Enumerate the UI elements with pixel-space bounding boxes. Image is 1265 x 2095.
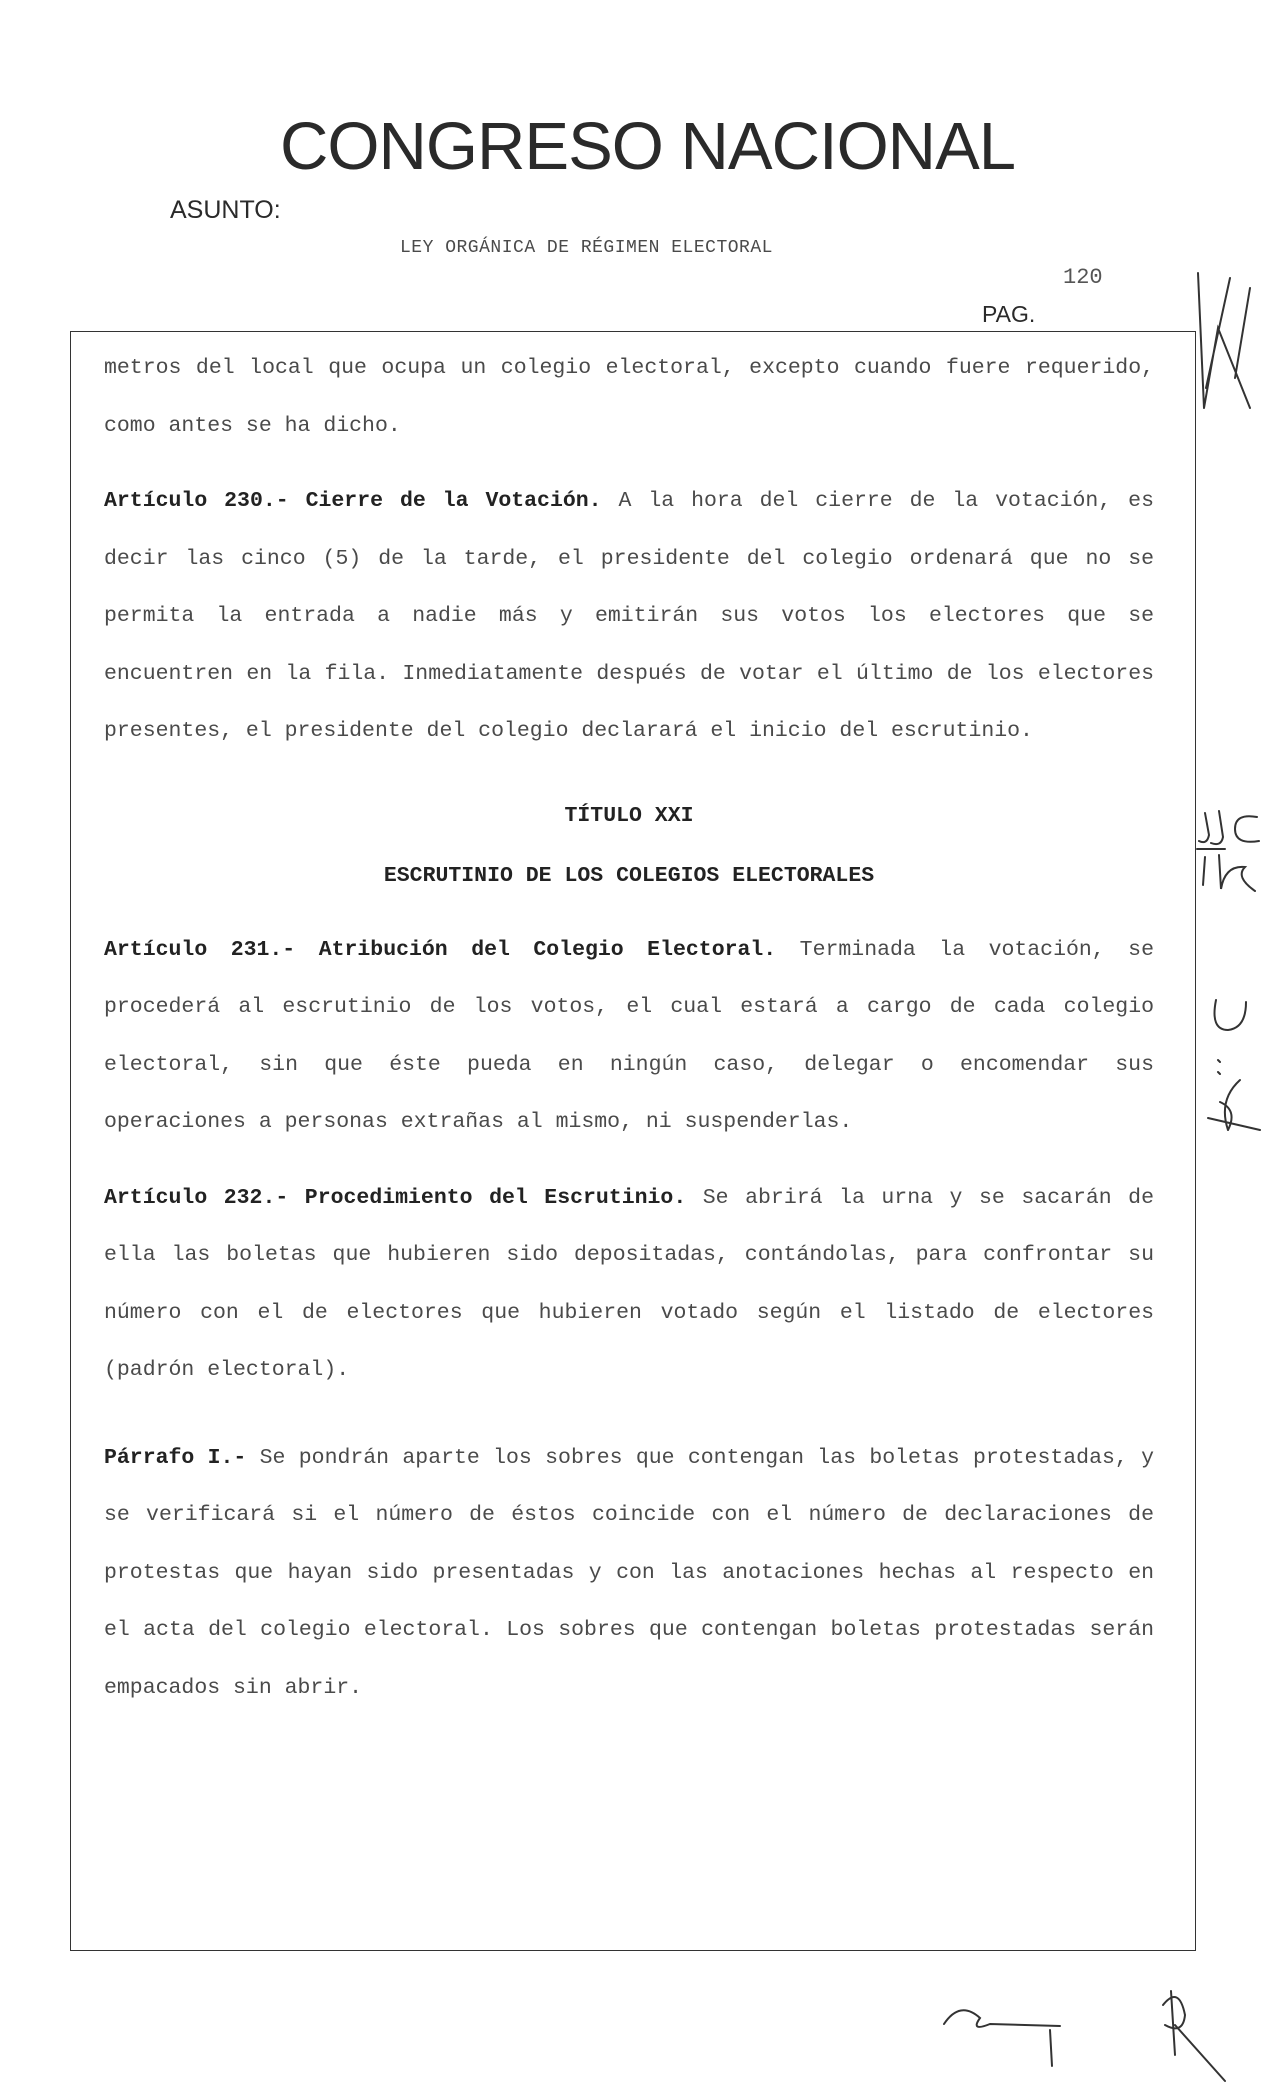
article-231-text: Terminada la votación, se procederá al escrutinio de los votos, el cual estará a cargo de cada colegio electoral, sin que éste pueda en ningún caso, delegar o encomendar sus operaciones a personas extrañas al mismo, ni suspenderlas. [104, 937, 1154, 1134]
article-231 [104, 922, 1154, 1152]
article-230-text: A la hora del cierre de la votación, es decir las cinco (5) de la tarde, el presidente del colegio ordenará que no se permita la entrada a nadie más y emitirán sus votos los electores que se encuentren en la fila. Inmediatamente después de votar el último de los electores presentes, el presidente del colegio declarará el inicio del escrutinio. [104, 489, 1154, 743]
intro-paragraph: metros del local que ocupa un colegio electoral, excepto cuando fuere requerido, como antes se ha dicho. [104, 356, 1154, 438]
paragraph-1-heading: Párrafo I.- [104, 1445, 247, 1470]
article-232 [104, 1170, 1154, 1400]
page-label: PAG. [982, 301, 1036, 327]
signature-mark-bottom [940, 1990, 1080, 2070]
initials-jjc-ir-mark [1195, 805, 1265, 895]
article-232-heading: Artículo 232.- Procedimiento del Escrutinio. [104, 1185, 687, 1210]
asunto-label: ASUNTO: [170, 196, 281, 224]
signature-mark-corner [1155, 1985, 1255, 2085]
paragraph-1-text: Se pondrán aparte los sobres que contengan las boletas protestadas, y se verificará si el número de éstos coincide con el número de declaraciones de protestas que hayan sido presentadas y con las anotaciones hechas al respecto en el acta del colegio electoral. Los sobres que contengan boletas protestadas serán empacados sin abrir. [104, 1445, 1154, 1700]
title-number: TÍTULO XXI [564, 803, 694, 828]
document-subject: LEY ORGÁNICA DE RÉGIMEN ELECTORAL [400, 238, 773, 258]
title-name: ESCRUTINIO DE LOS COLEGIOS ELECTORALES [383, 863, 875, 888]
paragraph-1 [104, 1430, 1154, 1718]
document-header-title: CONGRESO NACIONAL [280, 109, 1016, 184]
article-230-heading: Artículo 230.- Cierre de la Votación. [104, 489, 602, 513]
document-body [104, 340, 1154, 1717]
page-number: 120 [1063, 265, 1103, 290]
signature-mark-top-right [1190, 268, 1265, 418]
signature-mark-margin [1198, 990, 1264, 1140]
article-232-text: Se abrirá la urna y se sacarán de ella las boletas que hubieren sido depositadas, contándolas, para confrontar su número con el de electores que hubieren votado según el listado de electores (padrón electoral). [104, 1185, 1154, 1382]
article-230 [104, 473, 1154, 761]
article-231-heading: Artículo 231.- Atribución del Colegio Electoral. [104, 937, 777, 962]
